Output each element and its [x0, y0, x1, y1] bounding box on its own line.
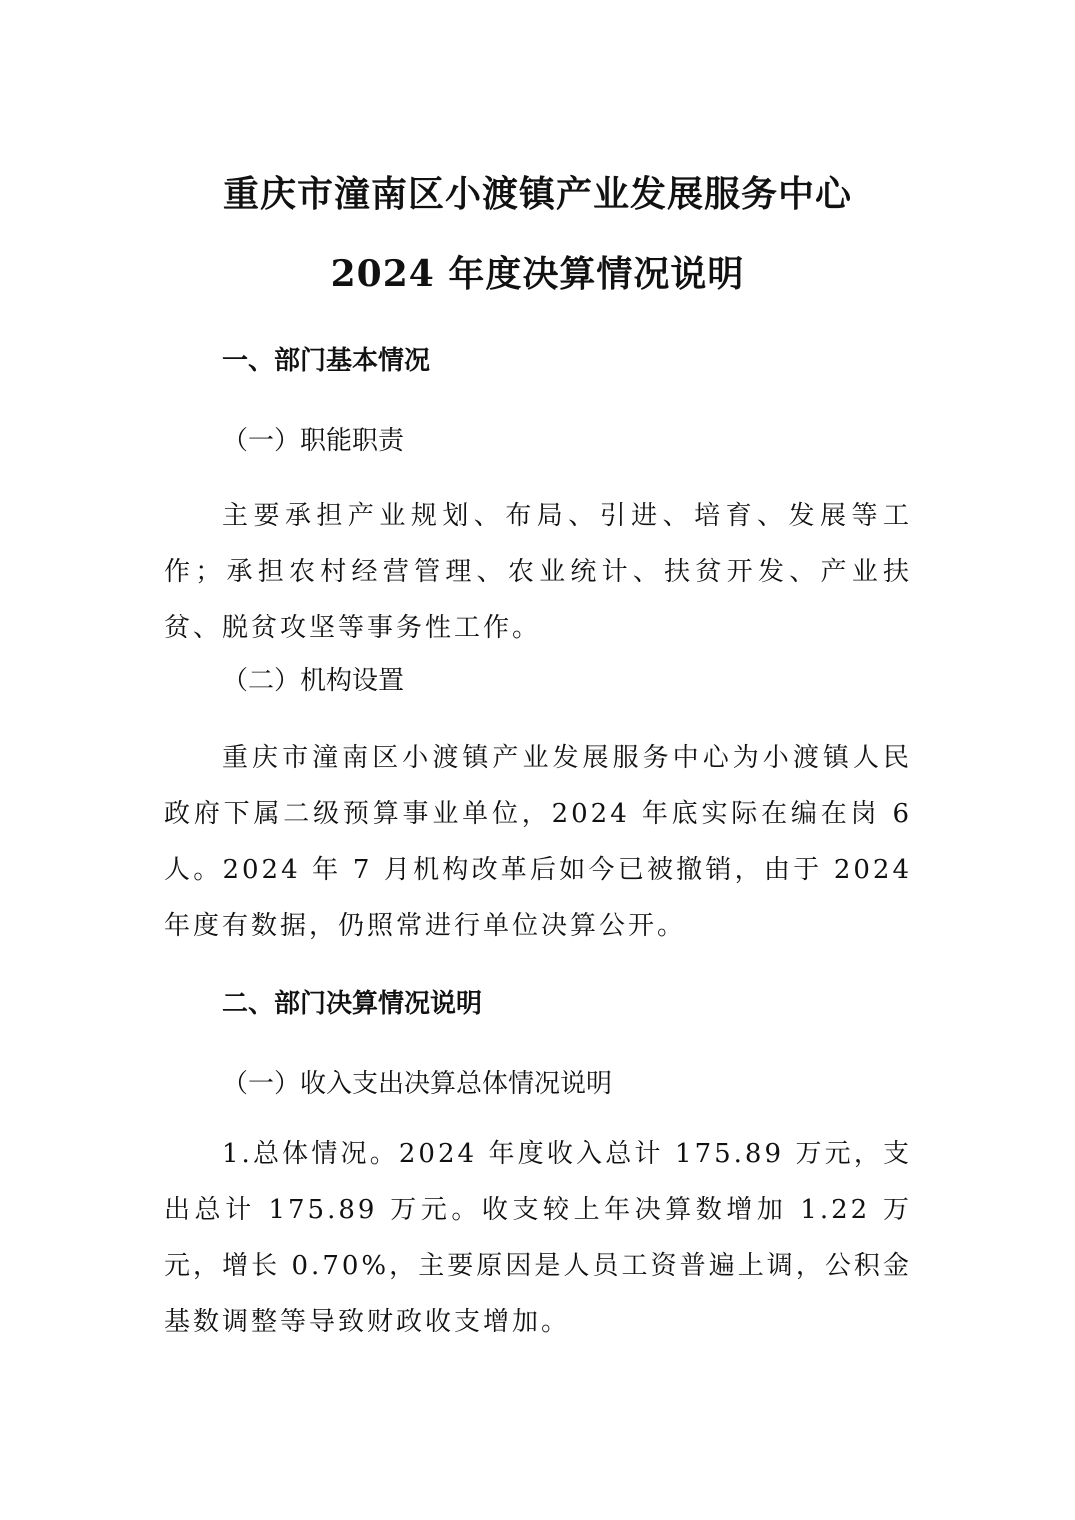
subsection-heading-revenue-expenditure: （一）收入支出决算总体情况说明: [222, 1069, 613, 1099]
paragraph-organization: 重庆市潼南区小渡镇产业发展服务中心为小渡镇人民政府下属二级预算事业单位，2024 年底实际在编在岗 6 人。2024 年 7 月机构改革后如今已被撤销，由于 2024 年度有数据，仍照常进行单位决算公开。: [164, 743, 912, 941]
subsection-heading-organization: （二）机构设置: [222, 666, 405, 696]
section-heading-final-accounts: 二、部门决算情况说明: [222, 989, 483, 1019]
paragraph-overall-situation: 1.总体情况。2024 年度收入总计 175.89 万元，支出总计 175.89 万元。收支较上年决算数增加 1.22 万元，增长 0.70%，主要原因是人员工资普遍上调，公积金基数调整等导致财政收支增加。: [164, 1139, 912, 1337]
section-heading-basic-info: 一、部门基本情况: [222, 346, 431, 376]
document-title-line-2: 2024 年度决算情况说明: [330, 253, 745, 295]
subsection-heading-functions: （一）职能职责: [222, 426, 405, 456]
paragraph-functions: 主要承担产业规划、布局、引进、培育、发展等工作；承担农村经营管理、农业统计、扶贫开发、产业扶贫、脱贫攻坚等事务性工作。: [164, 501, 912, 643]
document-title-line-1: 重庆市潼南区小渡镇产业发展服务中心: [222, 173, 852, 215]
